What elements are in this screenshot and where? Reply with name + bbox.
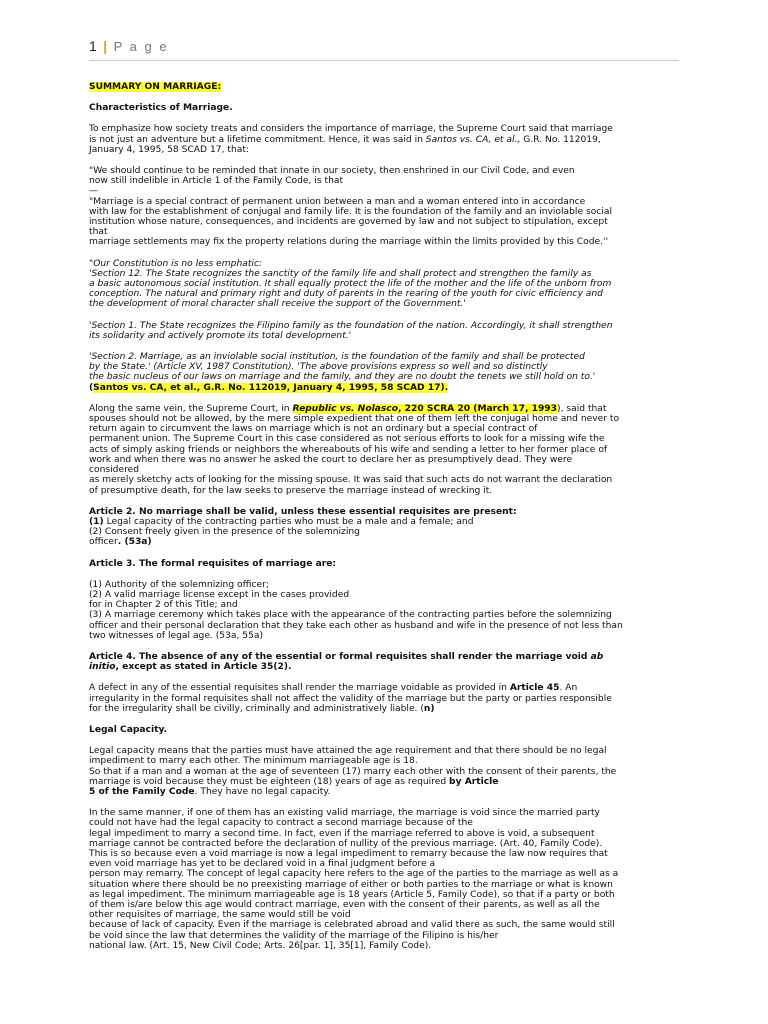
- page-number: 1: [89, 38, 97, 54]
- same-manner-paragraph: In the same manner, if one of them has an existing valid marriage, the marriage is void since the married party could not have had the legal capacity to contract a second marriage because of the legal impediment to marry a second time. In fact, even if the marriage referred to above is void, a subsequent marriage cannot be contracted before the declaration of nullity of the previous marriage. (Art. 40, Family Code). This is so because even a void marriage is now a legal impediment to remarry because the law now requires that even void marriage has yet to be declared void in a final judgment before a person may remarry. The concept of legal capacity here refers to the age of the parties to the marriage as well as a situation where there should be no preexisting marriage of either or both parties to the marriage or what is known as legal impediment. The minimum marriageable age is 18 years (Article 5, Family Code), so that if a party or both of them is/are below this age would contract marriage, even with the consent of their parents, as well as all the other requisites of marriage, the same would still be void because of lack of capacity. Even if the marriage is celebrated abroad and valid there as such, the same would still be void since the law that determines the validity of the marriage of the Filipino is his/her national law. (Art. 15, New Civil Code; Arts. 26[par. 1], 35[1], Family Code).: [89, 808, 619, 951]
- section-2-quote: 'Section 2. Marriage, as an inviolable social institution, is the foundation of the family and shall be protected by the State.' (Article XV, 1987 Constitution). 'The above provisions express so well and so distinctly the basic nucleus of our laws on marriage and the family, and they are no doubt the tenets we still hold on to.' (Santos vs. CA, et al., G.R. No. 112019, January 4, 1995, 58 SCAD 17).: [89, 352, 596, 393]
- constitution-quote: "Our Constitution is no less emphatic: 'Section 12. The State recognizes the sanctity of the family life and shall protect and strengthen the family as a basic autonomous social institution. It shall equally protect the life of the mother and the life of the unborn from conception. The natural and primary right and duty of parents in the rearing of the youth for civic efficiency and the development of moral character shall receive the support of the Government.': [89, 258, 612, 310]
- highlighted-citation: Santos vs. CA, et al., G.R. No. 112019, January 4, 1995, 58 SCAD 17).: [93, 382, 449, 393]
- article-3: Article 3. The formal requisites of marriage are: (1) Authority of the solemnizing officer; (2) A valid marriage license except in the cases provided for in Chapter 2 of this Title; and (3) A marriage ceremony which takes place with the appearance of the contracting parties before the solemnizing officer and their personal declaration that they take each other as husband and wife in the presence of not less than two witnesses of legal age. (53a, 55a): [89, 559, 681, 641]
- article-2-heading: Article 2. No marriage shall be valid, unless these essential requisites are present:: [89, 506, 517, 517]
- quote-paragraph: "We should continue to be reminded that innate in our society, then enshrined in our Civil Code, and even now still indelible in Article 1 of the Family Code, is that — "Marriage is a special contract of permanent union between a man and a woman entered into in accordance with law for the establishment of conjugal and family life. It is the foundation of the family and an inviolable social institution whose nature, consequences, and incidents are governed by law and not subject to stipulation, except that marriage settlements may fix the property relations during the marriage within the limits provided by this Code.'': [89, 166, 612, 248]
- article-3-heading: Article 3. The formal requisites of marriage are:: [89, 558, 337, 569]
- section-1-quote: 'Section 1. The State recognizes the Filipino family as the foundation of the nation. Accordingly, it shall strengthen its solidarity and actively promote its total development.': [89, 320, 613, 341]
- section-heading: Characteristics of Marriage.: [89, 103, 233, 114]
- article-4: Article 4. The absence of any of the essential or formal requisites shall render the marriage void ab initio, except as stated in Article 35(2). A defect in any of the essential requisites shall render the marriage voidable as provided in Article 45. An irregularity in the formal requisites shall not affect the validity of the marriage but the party or parties responsible for the irregularity shall be civilly, criminally and administratively liable. (n): [89, 652, 681, 714]
- document-body: [89, 82, 681, 951]
- document-title: SUMMARY ON MARRIAGE:: [89, 82, 222, 92]
- nolasco-paragraph: Along the same vein, the Supreme Court, in Republic vs. Nolasco, 220 SCRA 20 (March 17, 1993), said that spouses should not be allowed, by the mere simple expedient that one of them left the conjugal home and never to return again to circumvent the laws on marriage which is not an ordinary but a special contract of permanent union. The Supreme Court in this case considered as not serious efforts to look for a missing wife the acts of simply asking friends or neighbors the whereabouts of his wife and sending a letter to her former place of work and when there was no answer he asked the court to declare her as presumptively dead. They were considered as merely sketchy acts of looking for the missing spouse. It was said that such acts do not warrant the declaration of presumptive death, for the law seeks to preserve the marriage instead of wrecking it.: [89, 403, 620, 496]
- page-header: [89, 38, 679, 61]
- intro-paragraph: To emphasize how society treats and considers the importance of marriage, the Supreme Court said that marriage is not just an adventure but a lifetime commitment. Hence, it was said in Santos vs. CA, et al., G.R. No. 112019, January 4, 1995, 58 SCAD 17, that:: [89, 124, 613, 155]
- page-separator: |: [103, 38, 108, 54]
- legal-capacity-heading: Legal Capacity.: [89, 724, 168, 735]
- article-4-heading: Article 4. The absence of any of the essential or formal requisites shall render the marriage void ab: [89, 651, 604, 662]
- page-word: P a g e: [113, 39, 169, 54]
- article-2: Article 2. No marriage shall be valid, unless these essential requisites are present: (1) Legal capacity of the contracting parties who must be a male and a female; and (2) Consent freely given in the presence of the solemnizing officer. (53a): [89, 507, 681, 548]
- legal-capacity-paragraph: Legal capacity means that the parties must have attained the age requirement and that there should be no legal impediment to marry each other. The minimum marriageable age is 18. So that if a man and a woman at the age of seventeen (17) marry each other with the consent of their parents, the marriage is void because they must be eighteen (18) years of age as required by Article 5 of the Family Code. They have no legal capacity.: [89, 746, 617, 797]
